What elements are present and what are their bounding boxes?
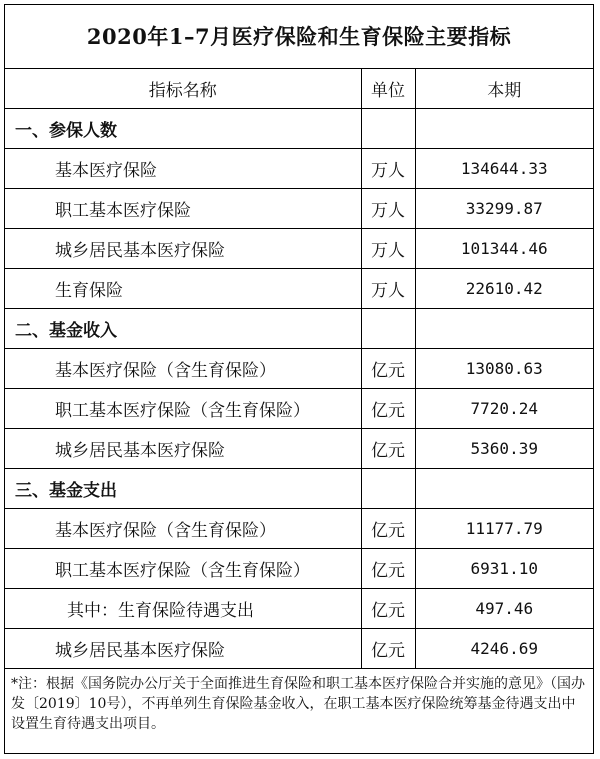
indicator-name: 城乡居民基本医疗保险 [5, 429, 361, 469]
indicator-value: 497.46 [415, 589, 593, 629]
indicator-value [415, 309, 593, 349]
table-row [5, 589, 593, 629]
indicator-unit: 万人 [361, 229, 415, 269]
indicator-name: 职工基本医疗保险 [5, 189, 361, 229]
indicator-value: 101344.46 [415, 229, 593, 269]
indicator-value [415, 109, 593, 149]
section-title: 二、基金收入 [5, 309, 361, 349]
table-row [5, 629, 593, 669]
indicator-name: 城乡居民基本医疗保险 [5, 629, 361, 669]
indicator-value: 33299.87 [415, 189, 593, 229]
column-header-name: 指标名称 [5, 69, 361, 109]
indicator-value: 134644.33 [415, 149, 593, 189]
indicator-table [5, 69, 593, 669]
indicator-name: 职工基本医疗保险（含生育保险） [5, 549, 361, 589]
indicator-name: 基本医疗保险 [5, 149, 361, 189]
indicator-value: 6931.10 [415, 549, 593, 589]
table-body [5, 109, 593, 669]
indicator-unit: 亿元 [361, 589, 415, 629]
indicator-unit: 亿元 [361, 349, 415, 389]
section-row [5, 309, 593, 349]
indicator-value: 7720.24 [415, 389, 593, 429]
table-row [5, 349, 593, 389]
section-title: 三、基金支出 [5, 469, 361, 509]
table-row [5, 269, 593, 309]
indicator-unit [361, 469, 415, 509]
indicator-unit: 万人 [361, 189, 415, 229]
indicator-unit: 亿元 [361, 629, 415, 669]
indicator-sheet [4, 4, 594, 754]
table-row [5, 389, 593, 429]
section-row [5, 469, 593, 509]
indicator-name: 基本医疗保险（含生育保险） [5, 509, 361, 549]
indicator-value: 4246.69 [415, 629, 593, 669]
indicator-value [415, 469, 593, 509]
indicator-name: 城乡居民基本医疗保险 [5, 229, 361, 269]
table-row [5, 149, 593, 189]
indicator-unit: 亿元 [361, 389, 415, 429]
footnote: *注：根据《国务院办公厅关于全面推进生育保险和职工基本医疗保险合并实施的意见》（国办发〔2019〕10号），不再单列生育保险基金收入，在职工基本医疗保险统筹基金待遇支出中设置生育待遇支出项目。 [11, 676, 585, 732]
indicator-unit: 亿元 [361, 509, 415, 549]
page-title: 2020年1–7月医疗保险和生育保险主要指标 [5, 5, 593, 69]
indicator-unit: 万人 [361, 149, 415, 189]
section-title: 一、参保人数 [5, 109, 361, 149]
indicator-name: 生育保险 [5, 269, 361, 309]
table-header-row [5, 69, 593, 109]
indicator-name: 其中：生育保险待遇支出 [5, 589, 361, 629]
column-header-unit: 单位 [361, 69, 415, 109]
table-row [5, 229, 593, 269]
indicator-value: 13080.63 [415, 349, 593, 389]
indicator-value: 22610.42 [415, 269, 593, 309]
section-row [5, 109, 593, 149]
table-row [5, 549, 593, 589]
table-row [5, 189, 593, 229]
indicator-unit [361, 309, 415, 349]
indicator-value: 5360.39 [415, 429, 593, 469]
table-row [5, 509, 593, 549]
indicator-unit: 亿元 [361, 549, 415, 589]
indicator-name: 职工基本医疗保险（含生育保险） [5, 389, 361, 429]
indicator-name: 基本医疗保险（含生育保险） [5, 349, 361, 389]
indicator-value: 11177.79 [415, 509, 593, 549]
table-row [5, 429, 593, 469]
indicator-unit [361, 109, 415, 149]
indicator-unit: 亿元 [361, 429, 415, 469]
indicator-unit: 万人 [361, 269, 415, 309]
column-header-value: 本期 [415, 69, 593, 109]
